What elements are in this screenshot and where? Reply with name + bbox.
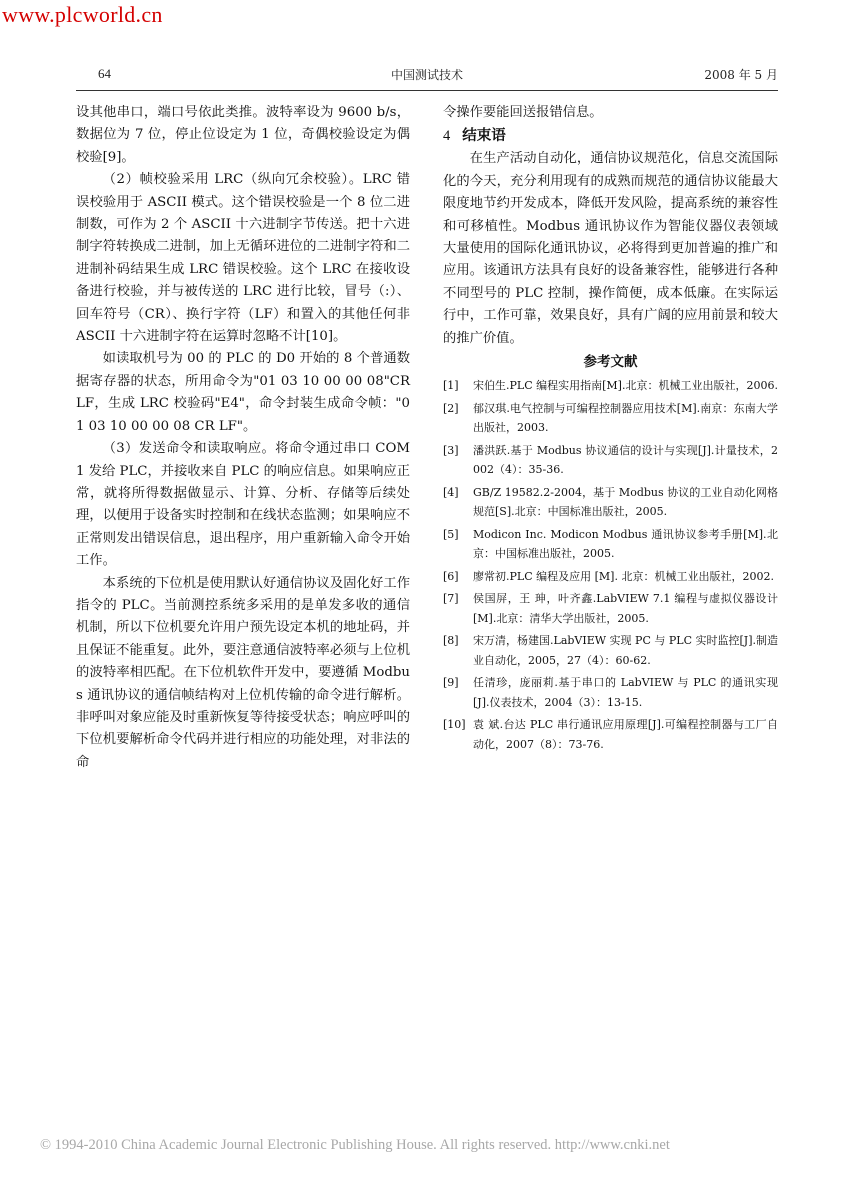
reference-number: [6] xyxy=(443,569,459,583)
header-rule xyxy=(76,90,778,91)
reference-item xyxy=(443,715,778,754)
issue-date: 2008 年 5 月 xyxy=(704,68,778,82)
reference-text: Modicon Inc. Modicon Modbus 通讯协议参考手册[M].北京：中国标准出版社，2005. xyxy=(473,527,778,561)
conclusion-paragraph: 在生产活动自动化，通信协议规范化，信息交流国际化的今天，充分利用现有的成熟而规范的通信协议能最大限度地节约开发成本，降低开发风险，提高系统的兼容性和可移植性。Modbus 通讯协议作为智能仪器仪表领域大量使用的国际化通讯协议，必将得到更加普遍的推广和应用。该通讯方法具有良好的设备兼容性，能够进行各种不同型号的 PLC 控制，操作简便，成本低廉。在实际运行中，工作可靠，效果良好，具有广阔的应用前景和较大的推广价值。 xyxy=(443,151,778,346)
journal-name: 中国测试技术 xyxy=(390,68,463,82)
reference-item xyxy=(443,441,778,480)
reference-text: 潘洪跃.基于 Modbus 协议通信的设计与实现[J].计量技术，2002（4）：35-36. xyxy=(473,443,778,477)
reference-number: [2] xyxy=(443,401,459,415)
site-watermark: www.plcworld.cn xyxy=(2,2,163,27)
right-column xyxy=(443,102,778,757)
paragraph-continuation: 令操作要能回送报错信息。 xyxy=(443,105,603,120)
reference-item xyxy=(443,673,778,712)
reference-item xyxy=(443,631,778,670)
reference-text: 宋伯生.PLC 编程实用指南[M].北京：机械工业出版社，2006. xyxy=(473,379,778,393)
reference-item xyxy=(443,589,778,628)
reference-list xyxy=(443,376,778,754)
reference-number: [9] xyxy=(443,676,459,690)
copyright-footer: © 1994-2010 China Academic Journal Electronic Publishing House. All rights reserved. http://www.cnki.net xyxy=(40,1137,670,1153)
reference-text: 任清珍，庞丽莉.基于串口的 LabVIEW 与 PLC 的通讯实现[J].仪表技术，2004（3）：13-15. xyxy=(473,676,778,709)
section-heading xyxy=(443,124,778,148)
reference-item xyxy=(443,567,778,587)
reference-text: 廖常初.PLC 编程及应用 [M]. 北京：机械工业出版社，2002. xyxy=(473,569,774,583)
reference-number: [8] xyxy=(443,634,459,648)
reference-number: [4] xyxy=(443,485,459,499)
reference-number: [7] xyxy=(443,592,459,606)
reference-text: GB/Z 19582.2-2004，基于 Modbus 协议的工业自动化网格规范[S].北京：中国标准出版社，2005. xyxy=(473,485,778,519)
reference-item xyxy=(443,525,778,564)
running-header xyxy=(76,66,778,88)
reference-item xyxy=(443,376,778,396)
reference-number: [10] xyxy=(443,718,466,732)
references-title: 参考文献 xyxy=(583,354,638,371)
reference-number: [5] xyxy=(443,527,459,541)
section-number: 4 xyxy=(443,128,451,145)
section-title: 结束语 xyxy=(462,128,506,145)
reference-item xyxy=(443,483,778,522)
reference-text: 郁汉琪.电气控制与可编程控制器应用技术[M].南京：东南大学出版社，2003. xyxy=(473,401,778,435)
reference-text: 宋万清，杨建国.LabVIEW 实现 PC 与 PLC 实时监控[J].制造业自动化，2005，27（4）：60-62. xyxy=(473,634,778,667)
paragraph: （3）发送命令和读取响应。将命令通过串口 COM1 发给 PLC，并接收来自 PLC 的响应信息。如果响应正常，就将所得数据做显示、计算、分析、存储等后续处理，以便用于设备实时控制和在线状态监测；如果响应不正常则发出错误信息，退出程序，用户重新输入命令开始工作。 xyxy=(76,441,410,569)
paragraph: （2）帧校验采用 LRC（纵向冗余校验）。LRC 错误校验用于 ASCII 模式。这个错误校验是一个 8 位二进制数，可作为 2 个 ASCII 十六进制字节传送。把十六进制字符转换成二进制，加上无循环进位的二进制字符和二进制补码结果生成 LRC 错误校验。这个 LRC 在接收设备进行校验，并与被传送的 LRC 进行比较，冒号（:）、回车符号（CR）、换行字符（LF）和置入的其他任何非 ASCII 十六进制字符在运算时忽略不计[10]。 xyxy=(76,172,410,345)
left-column xyxy=(76,102,410,774)
reference-text: 侯国屏，王 珅，叶齐鑫.LabVIEW 7.1 编程与虚拟仪器设计[M].北京：清华大学出版社，2005. xyxy=(473,592,778,625)
paragraph: 本系统的下位机是使用默认好通信协议及固化好工作指令的 PLC。当前测控系统多采用的是单发多收的通信机制，所以下位机要允许用户预先设定本机的地址码，并且保证不能重复。此外，要注意通信波特率必须与上位机的波特率相匹配。在下位机软件开发中，要遵循 Modbus 通讯协议的通信帧结构对上位机传输的命令进行解析。非呼叫对象应能及时重新恢复等待接受状态；响应呼叫的下位机要解析命令代码并进行相应的功能处理，对非法的命 xyxy=(76,575,410,770)
paragraph: 设其他串口，端口号依此类推。波特率设为 9600 b/s，数据位为 7 位，停止位设定为 1 位，奇偶校验设定为偶校验[9]。 xyxy=(76,105,410,165)
page-number: 64 xyxy=(98,66,111,81)
reference-number: [3] xyxy=(443,443,459,457)
paragraph: 如读取机号为 00 的 PLC 的 D0 开始的 8 个普通数据寄存器的状态，所用命令为"01 03 10 00 00 08"CR LF，生成 LRC 校验码"E4"，命令封装生成命令帧："01 03 10 00 00 08 CR LF"。 xyxy=(76,351,410,434)
reference-text: 袁 斌.台达 PLC 串行通讯应用原理[J].可编程控制器与工厂自动化，2007（8）：73-76. xyxy=(473,718,778,751)
reference-number: [1] xyxy=(443,379,459,393)
reference-item xyxy=(443,399,778,438)
